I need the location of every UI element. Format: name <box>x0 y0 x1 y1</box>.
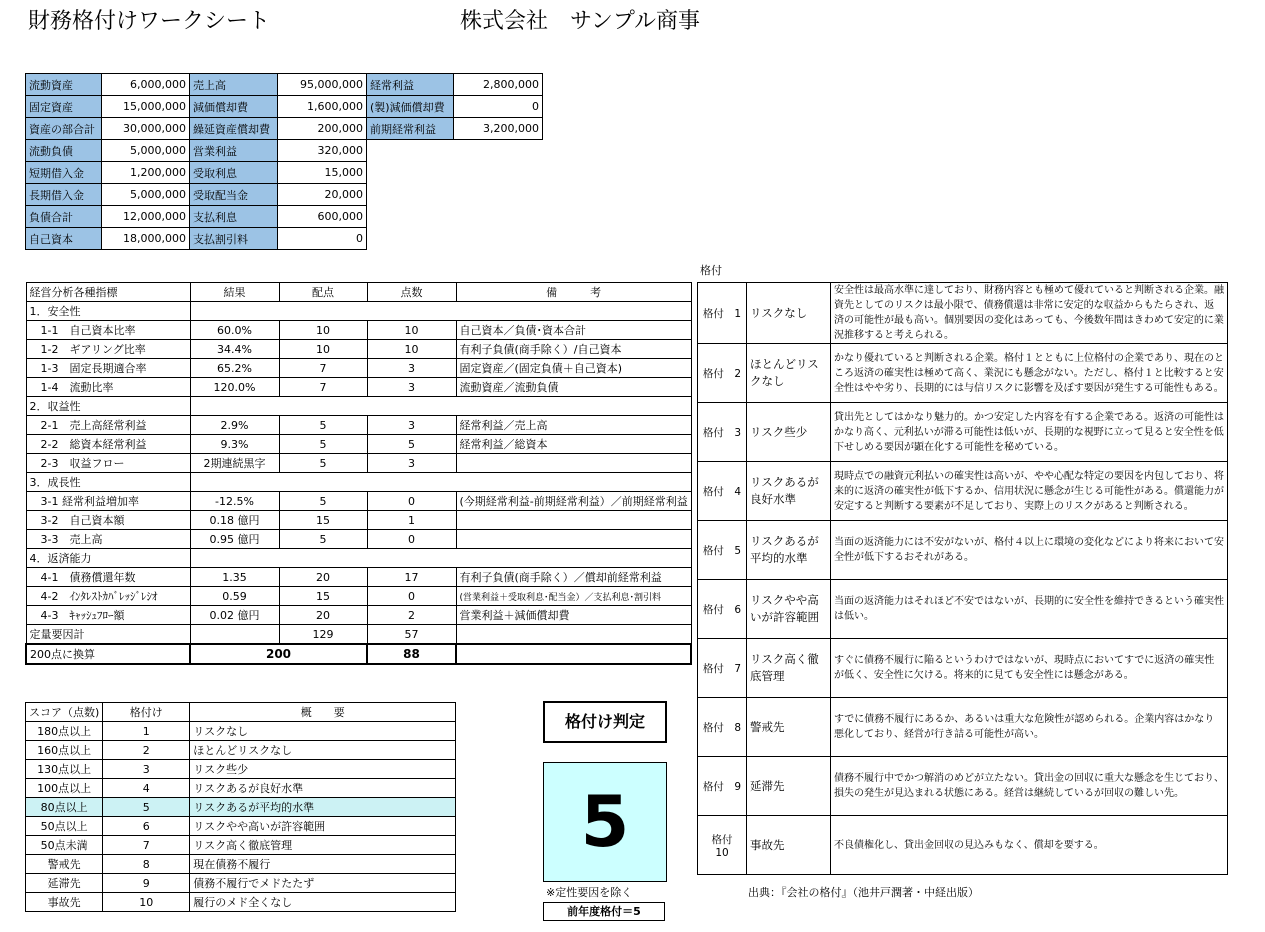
indicator-header: 経営分析各種指標 <box>26 283 190 302</box>
indicator-note: 固定資産／(固定負債＋自己資本) <box>456 359 691 378</box>
grade-number: 格付 1 <box>698 283 747 344</box>
indicator-header: 備 考 <box>456 283 691 302</box>
indicator-header: 配点 <box>279 283 367 302</box>
score-summary: 現在債務不履行 <box>190 855 456 874</box>
indicator-section-blank <box>190 549 691 568</box>
indicator-row <box>26 530 691 549</box>
grade-number: 格付 8 <box>698 698 747 757</box>
financial-value: 0 <box>278 228 367 250</box>
indicator-score: 2 <box>367 606 456 625</box>
indicator-label: 3-2 自己資本額 <box>26 511 190 530</box>
indicator-result: 34.4% <box>190 340 279 359</box>
score-summary: リスクあるが平均的水準 <box>190 798 456 817</box>
indicator-result: 2期連続黒字 <box>190 454 279 473</box>
score-table <box>25 702 456 912</box>
indicator-label: 3-3 売上高 <box>26 530 190 549</box>
score-row <box>26 893 456 912</box>
grade-row <box>698 698 1228 757</box>
financial-label: 流動資産 <box>26 74 102 96</box>
financial-row <box>26 206 543 228</box>
financial-label: 経常利益 <box>367 74 454 96</box>
financial-label: 負債合計 <box>26 206 102 228</box>
score-grade: 7 <box>103 836 190 855</box>
grade-description: 現時点での融資元利払いの確実性は高いが、やや心配な特定の要因を内包しており、将来的に返済の確実性が低下するか、信用状況に懸念が生じる可能性がある。償還能力が安定すると判断する要素が不足しており、実際上のリスクがあると判断される。 <box>831 462 1228 521</box>
score-threshold: 160点以上 <box>26 741 103 760</box>
grade-number: 格付 6 <box>698 580 747 639</box>
financial-label: 自己資本 <box>26 228 102 250</box>
indicator-note <box>456 530 691 549</box>
financial-value: 5,000,000 <box>102 140 190 162</box>
previous-grade: 前年度格付＝5 <box>543 902 665 921</box>
indicator-result: 1.35 <box>190 568 279 587</box>
financial-value: 12,000,000 <box>102 206 190 228</box>
grade-name: リスクやや高いが許容範囲 <box>747 580 831 639</box>
indicator-note <box>456 511 691 530</box>
indicator-section: 2．収益性 <box>26 397 190 416</box>
indicator-result: 120.0% <box>190 378 279 397</box>
indicator-score: 17 <box>367 568 456 587</box>
grade-description: すでに債務不履行にあるか、あるいは重大な危険性が認められる。企業内容はかなり悪化しており、経営が行き詰る可能性が高い。 <box>831 698 1228 757</box>
indicator-allocation: 5 <box>279 492 367 511</box>
score-summary: リスクあるが良好水準 <box>190 779 456 798</box>
score-grade: 3 <box>103 760 190 779</box>
financial-value: 600,000 <box>278 206 367 228</box>
score-threshold: 100点以上 <box>26 779 103 798</box>
score-threshold: 50点以上 <box>26 817 103 836</box>
indicator-row <box>26 378 691 397</box>
financial-row <box>26 118 543 140</box>
indicator-label: 4-2 ｲﾝﾀﾚｽﾄｶﾊﾞﾚｯｼﾞﾚｼｵ <box>26 587 190 606</box>
grade-number: 格付 4 <box>698 462 747 521</box>
grade-name: 警戒先 <box>747 698 831 757</box>
score-summary: 履行のメド全くなし <box>190 893 456 912</box>
indicator-score: 5 <box>367 435 456 454</box>
score-header: 概 要 <box>190 703 456 722</box>
grade-description: 貸出先としてはかなり魅力的。かつ安定した内容を有する企業である。返済の可能性はかなり高く、元利払いが滞る可能性は低いが、長期的な視野に立って見ると安全性を低下せしめる要因が顕在化する可能性を秘めている。 <box>831 403 1228 462</box>
score-grade: 4 <box>103 779 190 798</box>
score-row <box>26 760 456 779</box>
indicator-note <box>456 625 691 645</box>
indicator-score: 57 <box>367 625 456 645</box>
indicator-allocation: 20 <box>279 568 367 587</box>
financial-row <box>26 228 543 250</box>
score-summary: 債務不履行でメドたたず <box>190 874 456 893</box>
financial-value: 1,600,000 <box>278 96 367 118</box>
indicator-note: 経常利益／売上高 <box>456 416 691 435</box>
indicator-row <box>26 416 691 435</box>
indicator-score: 3 <box>367 454 456 473</box>
page-title: 財務格付けワークシート <box>28 9 271 34</box>
indicator-allocation: 5 <box>279 435 367 454</box>
score-threshold: 事故先 <box>26 893 103 912</box>
indicator-row <box>26 568 691 587</box>
grade-description: 当面の返済能力には不安がないが、格付４以上に環境の変化などにより将来において安全性が低下するおそれがある。 <box>831 521 1228 580</box>
financial-value: 1,200,000 <box>102 162 190 184</box>
indicator-note: 有利子負債(商手除く）／償却前経常利益 <box>456 568 691 587</box>
grade-row <box>698 344 1228 403</box>
indicator-note <box>456 454 691 473</box>
financial-value: 5,000,000 <box>102 184 190 206</box>
grade-name: リスク些少 <box>747 403 831 462</box>
financial-label: 受取利息 <box>190 162 278 184</box>
indicator-allocation: 15 <box>279 511 367 530</box>
grade-row <box>698 757 1228 816</box>
indicator-score: 0 <box>367 492 456 511</box>
score-row <box>26 836 456 855</box>
score-header: スコア（点数) <box>26 703 103 722</box>
grades-caption: 格付 <box>700 264 722 277</box>
financial-label: 長期借入金 <box>26 184 102 206</box>
financial-value: 30,000,000 <box>102 118 190 140</box>
indicator-header: 結果 <box>190 283 279 302</box>
indicator-label: 1-2 ギアリング比率 <box>26 340 190 359</box>
indicator-section: 1．安全性 <box>26 302 190 321</box>
financial-label: 営業利益 <box>190 140 278 162</box>
grade-description: 債務不履行中でかつ解消のめどが立たない。貸出金の回収に重大な懸念を生じており、損失の発生が見込まれる状態にある。経営は継続しているが回収の難しい先。 <box>831 757 1228 816</box>
indicator-row <box>26 606 691 625</box>
score-grade: 1 <box>103 722 190 741</box>
indicator-label: 2-1 売上高経常利益 <box>26 416 190 435</box>
score-threshold: 80点以上 <box>26 798 103 817</box>
indicator-section-blank <box>190 302 691 321</box>
indicator-section-row <box>26 302 691 321</box>
grade-row <box>698 521 1228 580</box>
score-threshold: 50点未満 <box>26 836 103 855</box>
indicator-result: 60.0% <box>190 321 279 340</box>
indicator-note: 経常利益／総資本 <box>456 435 691 454</box>
judgement-value: 5 <box>543 762 667 882</box>
indicator-allocation: 7 <box>279 359 367 378</box>
indicator-score: 3 <box>367 416 456 435</box>
financial-label: 固定資産 <box>26 96 102 118</box>
financial-value: 200,000 <box>278 118 367 140</box>
financial-value: 15,000,000 <box>102 96 190 118</box>
grade-number: 格付 5 <box>698 521 747 580</box>
indicator-note: (今期経常利益-前期経常利益）／前期経常利益 <box>456 492 691 511</box>
financial-value: 18,000,000 <box>102 228 190 250</box>
indicator-row <box>26 511 691 530</box>
score-grade: 6 <box>103 817 190 836</box>
financial-value: 6,000,000 <box>102 74 190 96</box>
indicator-note: 自己資本／負債･資本合計 <box>456 321 691 340</box>
grade-description: 安全性は最高水準に達しており、財務内容とも極めて優れていると判断される企業。融資先としてのリスクは最小限で、債務償還は非常に安定的な収益からもたらされ、返済の可能性が最も高い。個別要因の変化はあっても、今後数年間はきわめて安定的に業況推移すると考えられる。 <box>831 283 1228 344</box>
score-summary: リスク些少 <box>190 760 456 779</box>
indicator-label: 定量要因計 <box>26 625 190 645</box>
judgement-note: ※定性要因を除く <box>546 886 633 899</box>
score-summary: リスクなし <box>190 722 456 741</box>
score-row <box>26 874 456 893</box>
grade-row <box>698 816 1228 875</box>
financial-value: 95,000,000 <box>278 74 367 96</box>
indicator-note: 有利子負債(商手除く）/自己資本 <box>456 340 691 359</box>
indicator-result <box>190 625 279 645</box>
grade-name: ほとんどリスクなし <box>747 344 831 403</box>
source-citation: 出典：『会社の格付』（池井戸潤著・中経出版） <box>748 886 979 899</box>
financial-label: 支払利息 <box>190 206 278 228</box>
company-name: 株式会社 サンプル商事 <box>460 9 701 34</box>
indicator-allocation: 5 <box>279 416 367 435</box>
grade-row <box>698 283 1228 344</box>
score-row <box>26 798 456 817</box>
indicator-total-row <box>26 644 691 664</box>
financial-value: 15,000 <box>278 162 367 184</box>
grade-name: リスクなし <box>747 283 831 344</box>
grade-name: リスクあるが良好水準 <box>747 462 831 521</box>
indicator-section: 3．成長性 <box>26 473 190 492</box>
judgement-label: 格付け判定 <box>543 701 667 743</box>
indicator-score: 10 <box>367 340 456 359</box>
indicator-allocation: 10 <box>279 340 367 359</box>
score-summary: リスク高く徹底管理 <box>190 836 456 855</box>
financial-value: 3,200,000 <box>454 118 543 140</box>
indicator-result: 65.2% <box>190 359 279 378</box>
indicator-label: 2-3 収益フロー <box>26 454 190 473</box>
score-threshold: 警戒先 <box>26 855 103 874</box>
indicator-note: 流動資産／流動負債 <box>456 378 691 397</box>
indicator-label: 1-1 自己資本比率 <box>26 321 190 340</box>
indicator-row <box>26 625 691 645</box>
indicator-table <box>25 282 692 665</box>
financial-label: 前期経常利益 <box>367 118 454 140</box>
indicator-label: 4-3 ｷｬｯｼｭﾌﾛｰ額 <box>26 606 190 625</box>
indicator-section-row <box>26 397 691 416</box>
indicator-header: 点数 <box>367 283 456 302</box>
grade-number: 格付 9 <box>698 757 747 816</box>
indicator-row <box>26 359 691 378</box>
score-grade: 2 <box>103 741 190 760</box>
indicator-result: 0.02 億円 <box>190 606 279 625</box>
indicator-section-blank <box>190 397 691 416</box>
financial-inputs-table <box>25 73 543 250</box>
grade-number: 格付 10 <box>698 816 747 875</box>
financial-row <box>26 96 543 118</box>
grade-name: 延滞先 <box>747 757 831 816</box>
indicator-row <box>26 492 691 511</box>
total-label: 200点に換算 <box>26 644 190 664</box>
score-grade: 9 <box>103 874 190 893</box>
score-row <box>26 722 456 741</box>
indicator-label: 1-3 固定長期適合率 <box>26 359 190 378</box>
indicator-allocation: 7 <box>279 378 367 397</box>
score-threshold: 180点以上 <box>26 722 103 741</box>
financial-value: 320,000 <box>278 140 367 162</box>
financial-label: 繰延資産償却費 <box>190 118 278 140</box>
grade-description: 不良債権化し、貸出金回収の見込みもなく、償却を要する。 <box>831 816 1228 875</box>
indicator-score: 3 <box>367 359 456 378</box>
indicator-section: 4．返済能力 <box>26 549 190 568</box>
total-blank <box>456 644 691 664</box>
indicator-allocation: 10 <box>279 321 367 340</box>
financial-label: (製)減価償却費 <box>367 96 454 118</box>
indicator-row <box>26 454 691 473</box>
indicator-allocation: 15 <box>279 587 367 606</box>
total-score: 88 <box>367 644 456 664</box>
score-row <box>26 779 456 798</box>
grade-row <box>698 462 1228 521</box>
indicator-row <box>26 340 691 359</box>
indicator-score: 0 <box>367 587 456 606</box>
indicator-section-blank <box>190 473 691 492</box>
score-summary: リスクやや高いが許容範囲 <box>190 817 456 836</box>
indicator-score: 3 <box>367 378 456 397</box>
score-threshold: 延滞先 <box>26 874 103 893</box>
grade-number: 格付 7 <box>698 639 747 698</box>
score-row <box>26 741 456 760</box>
financial-row <box>26 140 543 162</box>
indicator-label: 3-1 経常利益増加率 <box>26 492 190 511</box>
financial-row <box>26 74 543 96</box>
indicator-score: 0 <box>367 530 456 549</box>
grade-description: かなり優れていると判断される企業。格付１とともに上位格付の企業であり、現在のところ返済の確実性は極めて高く、業況にも懸念がない。ただし、格付１と比較すると安全性はやや劣り、長期的には与信リスクに影響を及ぼす要因が発生する可能性もある。 <box>831 344 1228 403</box>
financial-label: 減価償却費 <box>190 96 278 118</box>
grade-description: 当面の返済能力はそれほど不安ではないが、長期的に安全性を維持できるという確実性は低い。 <box>831 580 1228 639</box>
indicator-label: 1-4 流動比率 <box>26 378 190 397</box>
indicator-result: 9.3% <box>190 435 279 454</box>
grade-number: 格付 2 <box>698 344 747 403</box>
indicator-score: 10 <box>367 321 456 340</box>
indicator-section-row <box>26 473 691 492</box>
indicator-allocation: 129 <box>279 625 367 645</box>
financial-label: 短期借入金 <box>26 162 102 184</box>
financial-row <box>26 184 543 206</box>
indicator-section-row <box>26 549 691 568</box>
score-grade: 10 <box>103 893 190 912</box>
grade-row <box>698 639 1228 698</box>
total-allocation: 200 <box>190 644 367 664</box>
indicator-row <box>26 435 691 454</box>
indicator-note: 営業利益＋減価償却費 <box>456 606 691 625</box>
score-header: 格付け <box>103 703 190 722</box>
financial-value: 0 <box>454 96 543 118</box>
indicator-label: 2-2 総資本経常利益 <box>26 435 190 454</box>
grade-name: リスクあるが平均的水準 <box>747 521 831 580</box>
financial-value: 20,000 <box>278 184 367 206</box>
score-grade: 8 <box>103 855 190 874</box>
indicator-result: 0.59 <box>190 587 279 606</box>
grade-name: 事故先 <box>747 816 831 875</box>
indicator-allocation: 5 <box>279 530 367 549</box>
score-summary: ほとんどリスクなし <box>190 741 456 760</box>
financial-row <box>26 162 543 184</box>
score-threshold: 130点以上 <box>26 760 103 779</box>
grade-number: 格付 3 <box>698 403 747 462</box>
indicator-result: 2.9% <box>190 416 279 435</box>
financial-label: 流動負債 <box>26 140 102 162</box>
indicator-allocation: 20 <box>279 606 367 625</box>
score-row <box>26 855 456 874</box>
financial-label: 受取配当金 <box>190 184 278 206</box>
indicator-allocation: 5 <box>279 454 367 473</box>
indicator-score: 1 <box>367 511 456 530</box>
indicator-result: -12.5% <box>190 492 279 511</box>
financial-label: 支払割引料 <box>190 228 278 250</box>
score-grade: 5 <box>103 798 190 817</box>
indicator-result: 0.18 億円 <box>190 511 279 530</box>
indicator-label: 4-1 債務償還年数 <box>26 568 190 587</box>
grade-name: リスク高く徹底管理 <box>747 639 831 698</box>
financial-label: 資産の部合計 <box>26 118 102 140</box>
grade-description: すぐに債務不履行に陥るというわけではないが、現時点においてすでに返済の確実性が低く、安全性に欠ける。将来的に見ても安全性には懸念がある。 <box>831 639 1228 698</box>
score-row <box>26 817 456 836</box>
grade-row <box>698 403 1228 462</box>
indicator-note: (営業利益＋受取利息･配当金）／支払利息･割引料 <box>456 587 691 606</box>
grade-row <box>698 580 1228 639</box>
indicator-row <box>26 321 691 340</box>
financial-label: 売上高 <box>190 74 278 96</box>
financial-value: 2,800,000 <box>454 74 543 96</box>
grade-definitions-table <box>697 282 1228 875</box>
indicator-result: 0.95 億円 <box>190 530 279 549</box>
indicator-row <box>26 587 691 606</box>
